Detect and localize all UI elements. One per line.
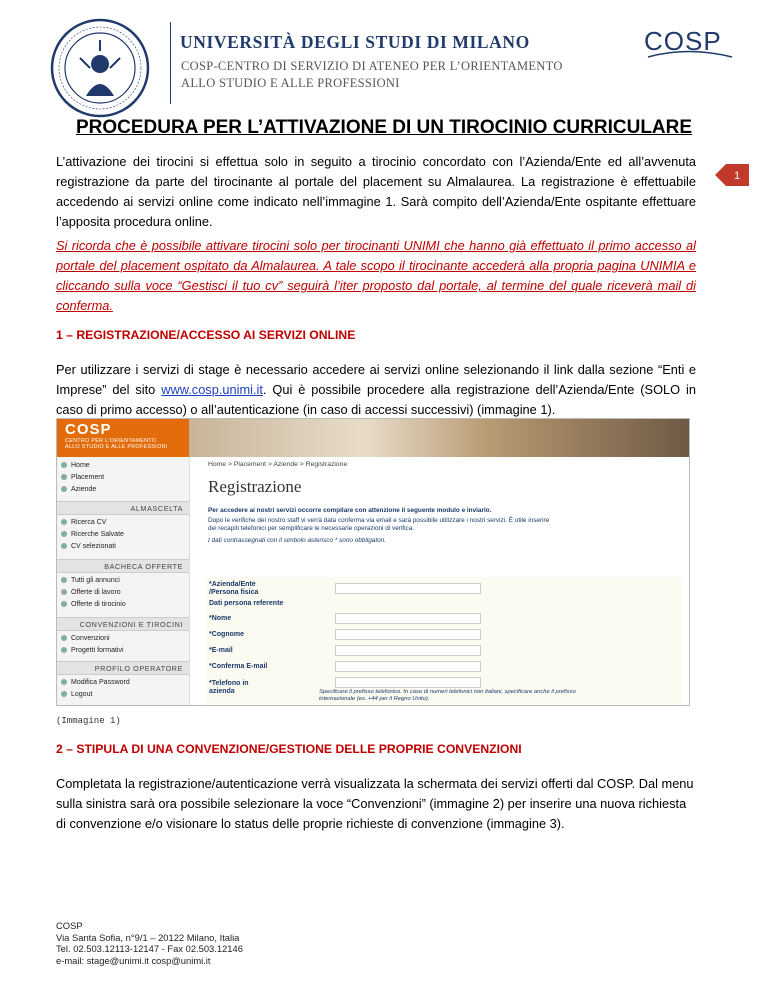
azienda-input[interactable] bbox=[335, 583, 481, 594]
screenshot-breadcrumb: Home > Placement > Aziende > Registrazione bbox=[208, 461, 348, 468]
screenshot-logo-small1: CENTRO PER L'ORIENTAMENTO bbox=[65, 438, 157, 444]
nav-item[interactable] bbox=[61, 647, 124, 654]
nav-placement-label: Placement bbox=[71, 474, 105, 481]
nav-tutti-annunci-label: Tutti gli annunci bbox=[71, 577, 120, 584]
header-subtitle-line1: COSP-CENTRO DI SERVIZIO DI ATENEO PER L’ORIENTAMENTO bbox=[181, 59, 563, 73]
nav-cv-selezionati-label: CV selezionati bbox=[71, 543, 116, 550]
email-input[interactable] bbox=[335, 645, 481, 656]
nav-item[interactable] bbox=[61, 601, 126, 608]
bullet-icon bbox=[61, 474, 67, 480]
registration-screenshot bbox=[56, 418, 690, 706]
nav-logout-label: Logout bbox=[71, 691, 93, 698]
intro-paragraph: L’attivazione dei tirocini si effettua solo in seguito a tirocinio concordato con l’Azienda/Ente ed all’avvenuta registrazione da parte del tirocinante al portale del placement su Almalaurea. La registrazione è effettuabile accedendo ai servizi online come indicato nell’immagine 1. Sarà compito dell’Azienda/Ente ospitante effettuare l’apposita procedura online. bbox=[56, 154, 696, 229]
document-title: PROCEDURA PER L’ATTIVAZIONE DI UN TIROCINIO CURRICULARE bbox=[75, 117, 693, 138]
telefono-hint bbox=[319, 689, 576, 703]
section1-text-before: Per utilizzare i servizi di stage è necessario accedere ai servizi online selezionando il link dalla sezione “Enti e Imprese” del sito bbox=[56, 362, 696, 397]
bullet-icon bbox=[61, 601, 67, 607]
university-seal-logo bbox=[50, 18, 150, 118]
field-azienda-label bbox=[209, 581, 258, 597]
field-conferma-email-label: *Conferma E-mail bbox=[209, 663, 268, 670]
nav-modifica-password-label: Modifica Password bbox=[71, 679, 130, 686]
image-caption: (Immagine 1) bbox=[56, 716, 121, 726]
sidebar-section-profilo: PROFILO OPERATORE bbox=[57, 661, 189, 675]
sidebar-section-bacheca: BACHECA OFFERTE bbox=[57, 559, 189, 573]
cognome-input[interactable] bbox=[335, 629, 481, 640]
nav-item[interactable] bbox=[61, 486, 96, 493]
conferma-email-input[interactable] bbox=[335, 661, 481, 672]
field-cognome-label: *Cognome bbox=[209, 631, 244, 638]
nav-item[interactable] bbox=[61, 635, 110, 642]
telefono-input[interactable] bbox=[335, 677, 481, 688]
bullet-icon bbox=[61, 577, 67, 583]
telefono-hint-line1: Specificare il prefisso telefonico. In caso di numeri telefonici non italiani, specificare anche il prefisso bbox=[319, 689, 576, 695]
field-nome-label: *Nome bbox=[209, 615, 232, 622]
screenshot-logo-small2: ALLO STUDIO E ALLE PROFESSIONI bbox=[65, 444, 168, 451]
referente-section-label: Dati persona referente bbox=[209, 600, 284, 607]
section1-paragraph bbox=[56, 360, 696, 420]
nav-progetti-formativi-label: Progetti formativi bbox=[71, 647, 124, 654]
notice-paragraph: Si ricorda che è possibile attivare tirocini solo per tirocinanti UNIMI che hanno già effettuato il primo accesso al portale del placement ospitato da Almalaurea. A tale scopo il tirocinante accederà alla propria pagina UNIMIA e cliccando sulla voce “Gestisci il tuo cv” seguirà l’iter proposto dal portale, al termine del quale riceverà mail di conferma. bbox=[56, 238, 696, 313]
screenshot-intro-line1: Per accedere ai nostri servizi occorre compilare con attenzione il seguente modulo e inviarlo. bbox=[208, 507, 492, 514]
nav-item[interactable] bbox=[61, 691, 92, 698]
field-telefono-label-line1: *Telefono in bbox=[209, 680, 249, 687]
nav-convenzioni-label: Convenzioni bbox=[71, 635, 110, 642]
bullet-icon bbox=[61, 486, 67, 492]
header-subtitle bbox=[181, 58, 563, 92]
screenshot-intro-line3: dei recapiti telefonici per semplificare le necessarie operazioni di verifica. bbox=[208, 525, 415, 532]
footer-line1: COSP bbox=[56, 920, 83, 931]
nav-item[interactable] bbox=[61, 577, 120, 584]
nav-item[interactable] bbox=[61, 531, 124, 538]
nav-ricerca-cv-label: Ricerca CV bbox=[71, 519, 107, 526]
section2-heading: 2 – STIPULA DI UNA CONVENZIONE/GESTIONE DELLE PROPRIE CONVENZIONI bbox=[56, 742, 522, 756]
screenshot-logo-small bbox=[65, 438, 167, 450]
cosp-logo bbox=[642, 24, 736, 64]
nav-offerte-tirocinio-label: Offerte di tirocinio bbox=[71, 601, 126, 608]
nav-item[interactable] bbox=[61, 543, 116, 550]
bullet-icon bbox=[61, 635, 67, 641]
university-name: UNIVERSITÀ DEGLI STUDI DI MILANO bbox=[180, 32, 530, 52]
nav-ricerche-salvate-label: Ricerche Salvate bbox=[71, 531, 124, 538]
nav-item[interactable] bbox=[61, 462, 90, 469]
footer-line3: Tel. 02.503.12113-12147 - Fax 02.503.12146 bbox=[56, 943, 243, 955]
footer-contacts bbox=[56, 920, 243, 966]
sidebar-section-convenzioni: CONVENZIONI E TIROCINI bbox=[57, 617, 189, 631]
screenshot-heading: Registrazione bbox=[208, 477, 302, 496]
page-number-badge bbox=[713, 162, 751, 188]
field-telefono-label bbox=[209, 680, 249, 696]
bullet-icon bbox=[61, 531, 67, 537]
bullet-icon bbox=[61, 519, 67, 525]
header-divider bbox=[170, 22, 171, 104]
cosp-logo-text: COSP bbox=[644, 26, 722, 56]
field-telefono-label-line2: azienda bbox=[209, 687, 235, 695]
bullet-icon bbox=[61, 462, 67, 468]
field-azienda-label-line2: /Persona fisica bbox=[209, 588, 259, 596]
sidebar-section-almascelta: ALMASCELTA bbox=[57, 501, 189, 515]
cosp-site-link[interactable]: www.cosp.unimi.it bbox=[161, 382, 263, 397]
nav-item[interactable] bbox=[61, 679, 130, 686]
nav-home-label: Home bbox=[71, 462, 90, 469]
screenshot-cosp-logo bbox=[57, 419, 189, 457]
nav-aziende-label: Aziende bbox=[71, 486, 97, 493]
screenshot-banner-image bbox=[189, 419, 689, 457]
section1-heading: 1 – REGISTRAZIONE/ACCESSO AI SERVIZI ONLINE bbox=[56, 328, 356, 342]
section2-paragraph: Completata la registrazione/autenticazione verrà visualizzata la schermata dei servizi offerti dal COSP. Dal menu sulla sinistra sarà ora possibile selezionare la voce “Convenzioni” (immagine 2) per inserire una nuova richiesta di convenzione e/o visionare lo status delle proprie richieste di convenzione (immagine 3). bbox=[56, 776, 694, 831]
nav-item[interactable] bbox=[61, 589, 121, 596]
screenshot-required-note: I dati contrassegnati con il simbolo asterisco * sono obbligatori. bbox=[208, 537, 386, 544]
bullet-icon bbox=[61, 647, 67, 653]
footer-line4: e-mail: stage@unimi.it cosp@unimi.it bbox=[56, 954, 211, 966]
field-email-label: *E-mail bbox=[209, 647, 233, 654]
screenshot-intro-line2: Dopo le verifiche del nostro staff vi verrà data conferma via email e sarà possibile utilizzare i nostri servizi. È utile inserire bbox=[208, 517, 550, 524]
bullet-icon bbox=[61, 589, 67, 595]
section1-text-after: . Qui è possibile procedere alla registrazione dell’Azienda/Ente (SOLO in caso di primo accesso) o all’autenticazione (in caso di accessi successivi) (immagine 1). bbox=[56, 382, 696, 417]
telefono-hint-line2: internazionale (es. +44 per il Regno Unito). bbox=[319, 696, 430, 702]
field-azienda-label-line1: *Azienda/Ente bbox=[209, 581, 256, 588]
nav-item[interactable] bbox=[61, 519, 106, 526]
nome-input[interactable] bbox=[335, 613, 481, 624]
bullet-icon bbox=[61, 679, 67, 685]
nav-offerte-lavoro-label: Offerte di lavoro bbox=[71, 589, 121, 596]
bullet-icon bbox=[61, 543, 67, 549]
header-subtitle-line2: ALLO STUDIO E ALLE PROFESSIONI bbox=[181, 76, 400, 90]
nav-item[interactable] bbox=[61, 474, 104, 481]
screenshot-logo-big: COSP bbox=[65, 421, 112, 438]
footer-line2: Via Santa Sofia, n°9/1 – 20122 Milano, Italia bbox=[56, 931, 240, 943]
page-number: 1 bbox=[733, 170, 741, 182]
bullet-icon bbox=[61, 691, 67, 697]
